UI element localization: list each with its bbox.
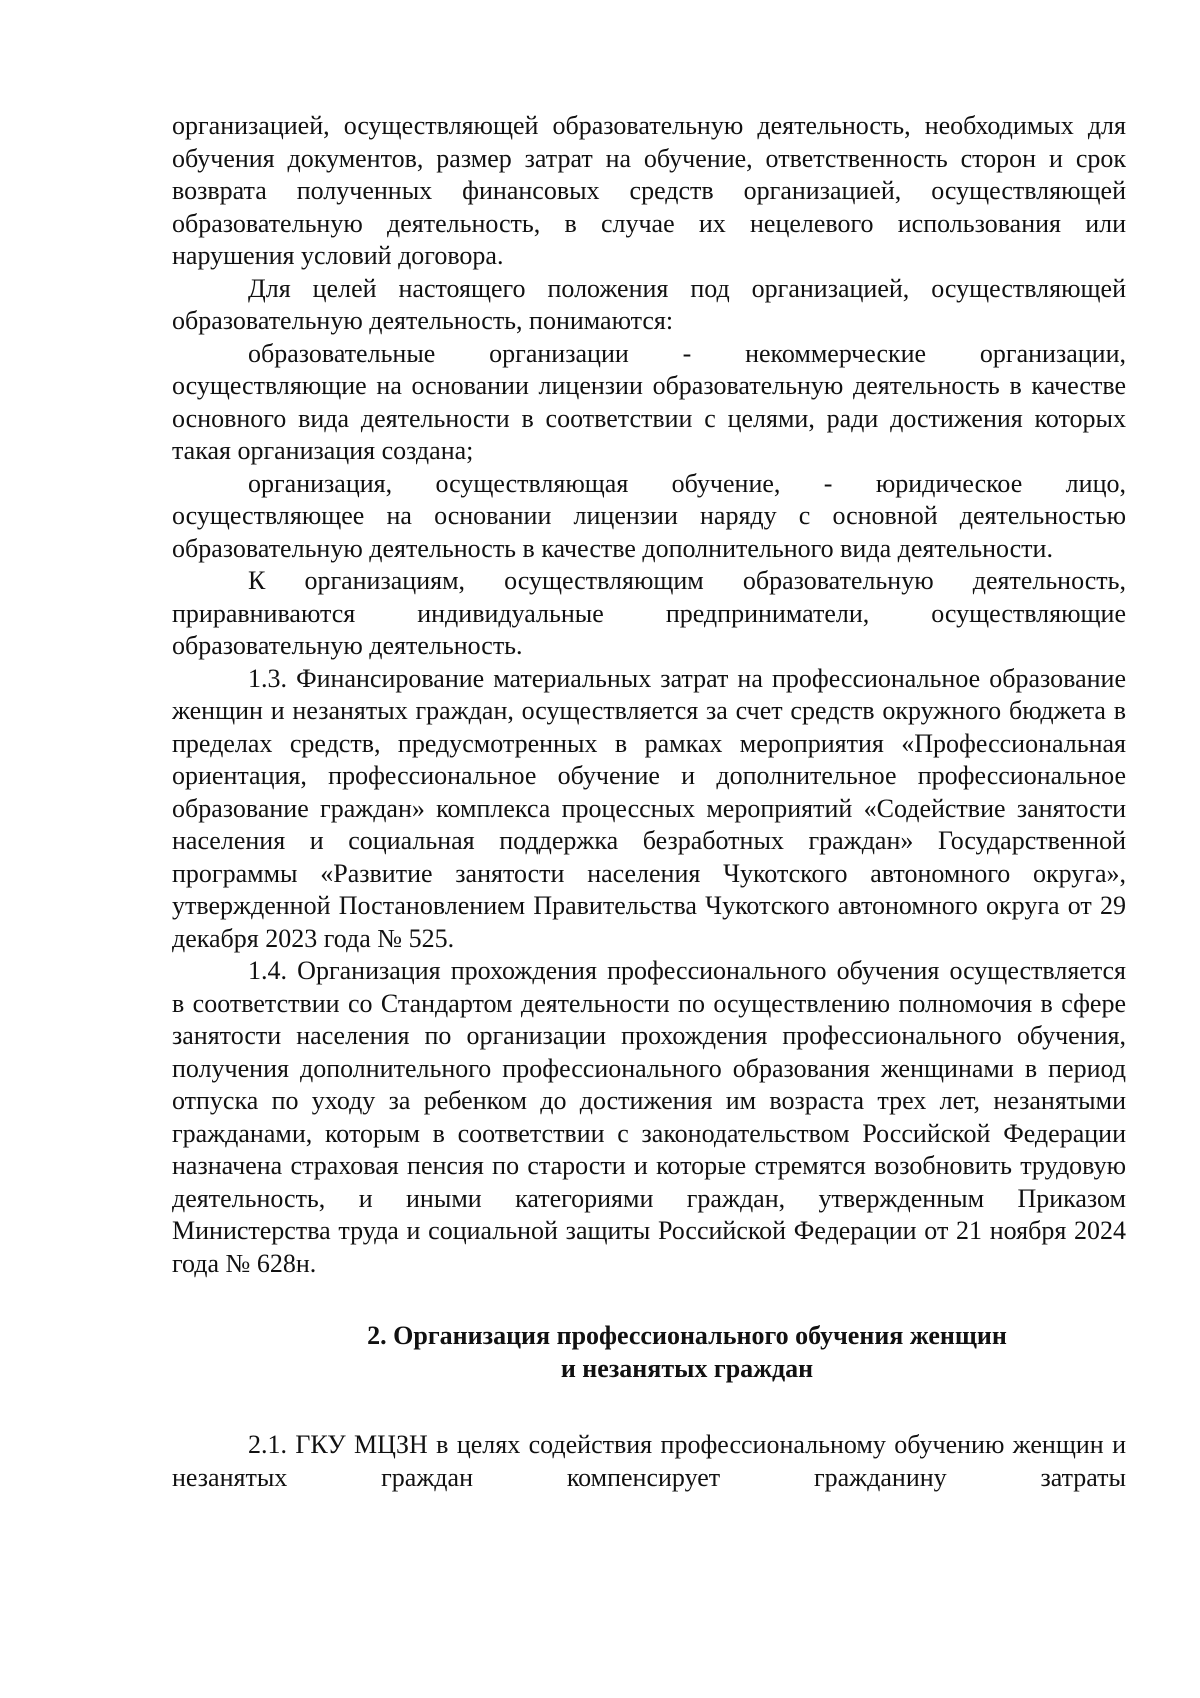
paragraph-continuation: организацией, осуществляющей образовательную деятельность, необходимых для обучения документов, размер затрат на обучение, ответственность сторон и срок возврата полученных финансовых средств организацией, осуществляющей образовательную деятельность, в случае их нецелевого использования или нарушения условий договора. <box>172 111 1126 270</box>
paragraph-1-4: 1.4. Организация прохождения профессионального обучения осуществляется в соответствии со Стандартом деятельности по осуществлению полномочия в сфере занятости населения по организации прохождения профессионального обучения, получения дополнительного профессионального образования женщинами в период отпуска по уходу за ребенком до достижения им возраста трех лет, незанятыми гражданами, которым в соответствии с законодательством Российской Федерации назначена страховая пенсия по старости и которые стремятся возобновить трудовую деятельность, и иными категориями граждан, утвержденным Приказом Министерства труда и социальной защиты Российской Федерации от 21 ноября 2024 года № 628н. <box>172 956 1126 1278</box>
paragraph-2-1: 2.1. ГКУ МЦЗН в целях содействия профессиональному обучению женщин и незанятых граждан компенсирует гражданину затраты <box>172 1430 1126 1492</box>
paragraph-entrepreneurs: К организациям, осуществляющим образовательную деятельность, приравниваются индивидуальные предприниматели, осуществляющие образовательную деятельность. <box>172 566 1126 660</box>
paragraph-definition-intro: Для целей настоящего положения под организацией, осуществляющей образовательную деятельность, понимаются: <box>172 273 1126 335</box>
paragraph-training-organization: организация, осуществляющая обучение, - юридическое лицо, осуществляющее на основании лицензии наряду с основной деятельностью образовательную деятельность в качестве дополнительного вида деятельности. <box>172 468 1126 563</box>
paragraph-educational-organizations: образовательные организации - некоммерческие организации, осуществляющие на основании лицензии образовательную деятельность в качестве основного вида деятельности в соответствии с целями, ради достижения которых такая организация создана; <box>172 338 1126 465</box>
document-page <box>172 110 1126 1494</box>
section-heading-line-1: 2. Организация профессионального обучения женщин <box>367 1321 1007 1350</box>
section-heading-line-2: и незанятых граждан <box>560 1353 814 1383</box>
paragraph-1-3: 1.3. Финансирование материальных затрат на профессиональное образование женщин и незанятых граждан, осуществляется за счет средств окружного бюджета в пределах средств, предусмотренных в рамках мероприятия «Профессиональная ориентация, профессиональное обучение и дополнительное профессиональное образование граждан» комплекса процессных мероприятий «Содействие занятости населения и социальная поддержка безработных граждан» Государственной программы «Развитие занятости населения Чукотского автономного округа», утвержденной Постановлением Правительства Чукотского автономного округа от 29 декабря 2023 года № 525. <box>172 663 1126 953</box>
section-heading <box>172 1320 1126 1385</box>
